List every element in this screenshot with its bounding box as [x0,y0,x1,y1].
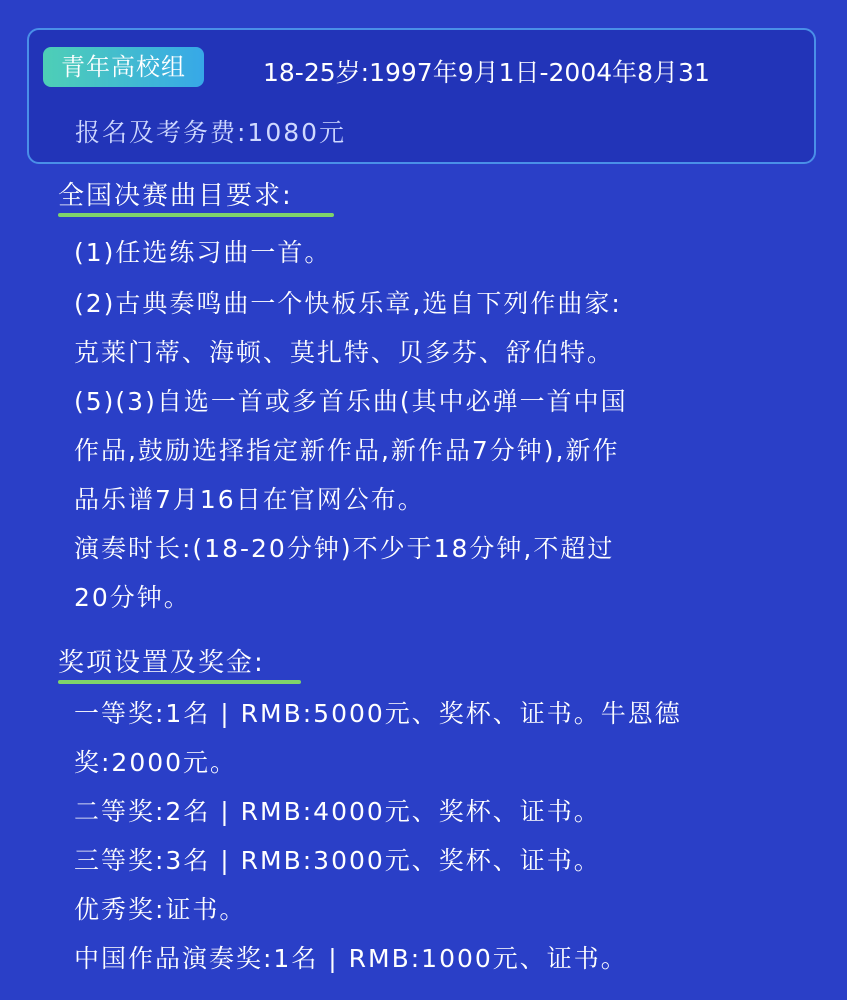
award-line: 中国作品演奏奖:1名 | RMB:1000元、证书。 [74,944,628,973]
requirement-line: 演奏时长:(18-20分钟)不少于18分钟,不超过 [74,534,615,563]
age-range-text: 18-25岁:1997年9月1日-2004年8月31 [263,58,710,87]
requirement-line: 作品,鼓励选择指定新作品,新作品7分钟),新作 [74,436,620,465]
award-line: 一等奖:1名 | RMB:5000元、奖杯、证书。牛恩德 [74,699,682,728]
award-line: 三等奖:3名 | RMB:3000元、奖杯、证书。 [74,846,601,875]
requirement-line: (1)任选练习曲一首。 [74,238,332,267]
award-line: 优秀奖:证书。 [74,895,247,924]
requirement-line: 品乐谱7月16日在官网公布。 [74,485,425,514]
award-line: 二等奖:2名 | RMB:4000元、奖杯、证书。 [74,797,601,826]
group-badge: 青年高校组 [43,47,204,87]
fee-text: 报名及考务费:1080元 [75,118,347,147]
award-line: 奖:2000元。 [74,748,238,777]
awards-heading-underline [58,680,301,684]
requirements-heading-underline [58,213,334,217]
requirement-line: (5)(3)自选一首或多首乐曲(其中必弹一首中国 [74,387,628,416]
group-info-card [27,28,816,164]
requirement-line: 克莱门蒂、海顿、莫扎特、贝多芬、舒伯特。 [74,338,615,367]
awards-heading: 奖项设置及奖金: [58,648,265,678]
requirement-line: 20分钟。 [74,583,191,612]
requirements-heading: 全国决赛曲目要求: [58,181,293,211]
requirement-line: (2)古典奏鸣曲一个快板乐章,选自下列作曲家: [74,289,622,318]
